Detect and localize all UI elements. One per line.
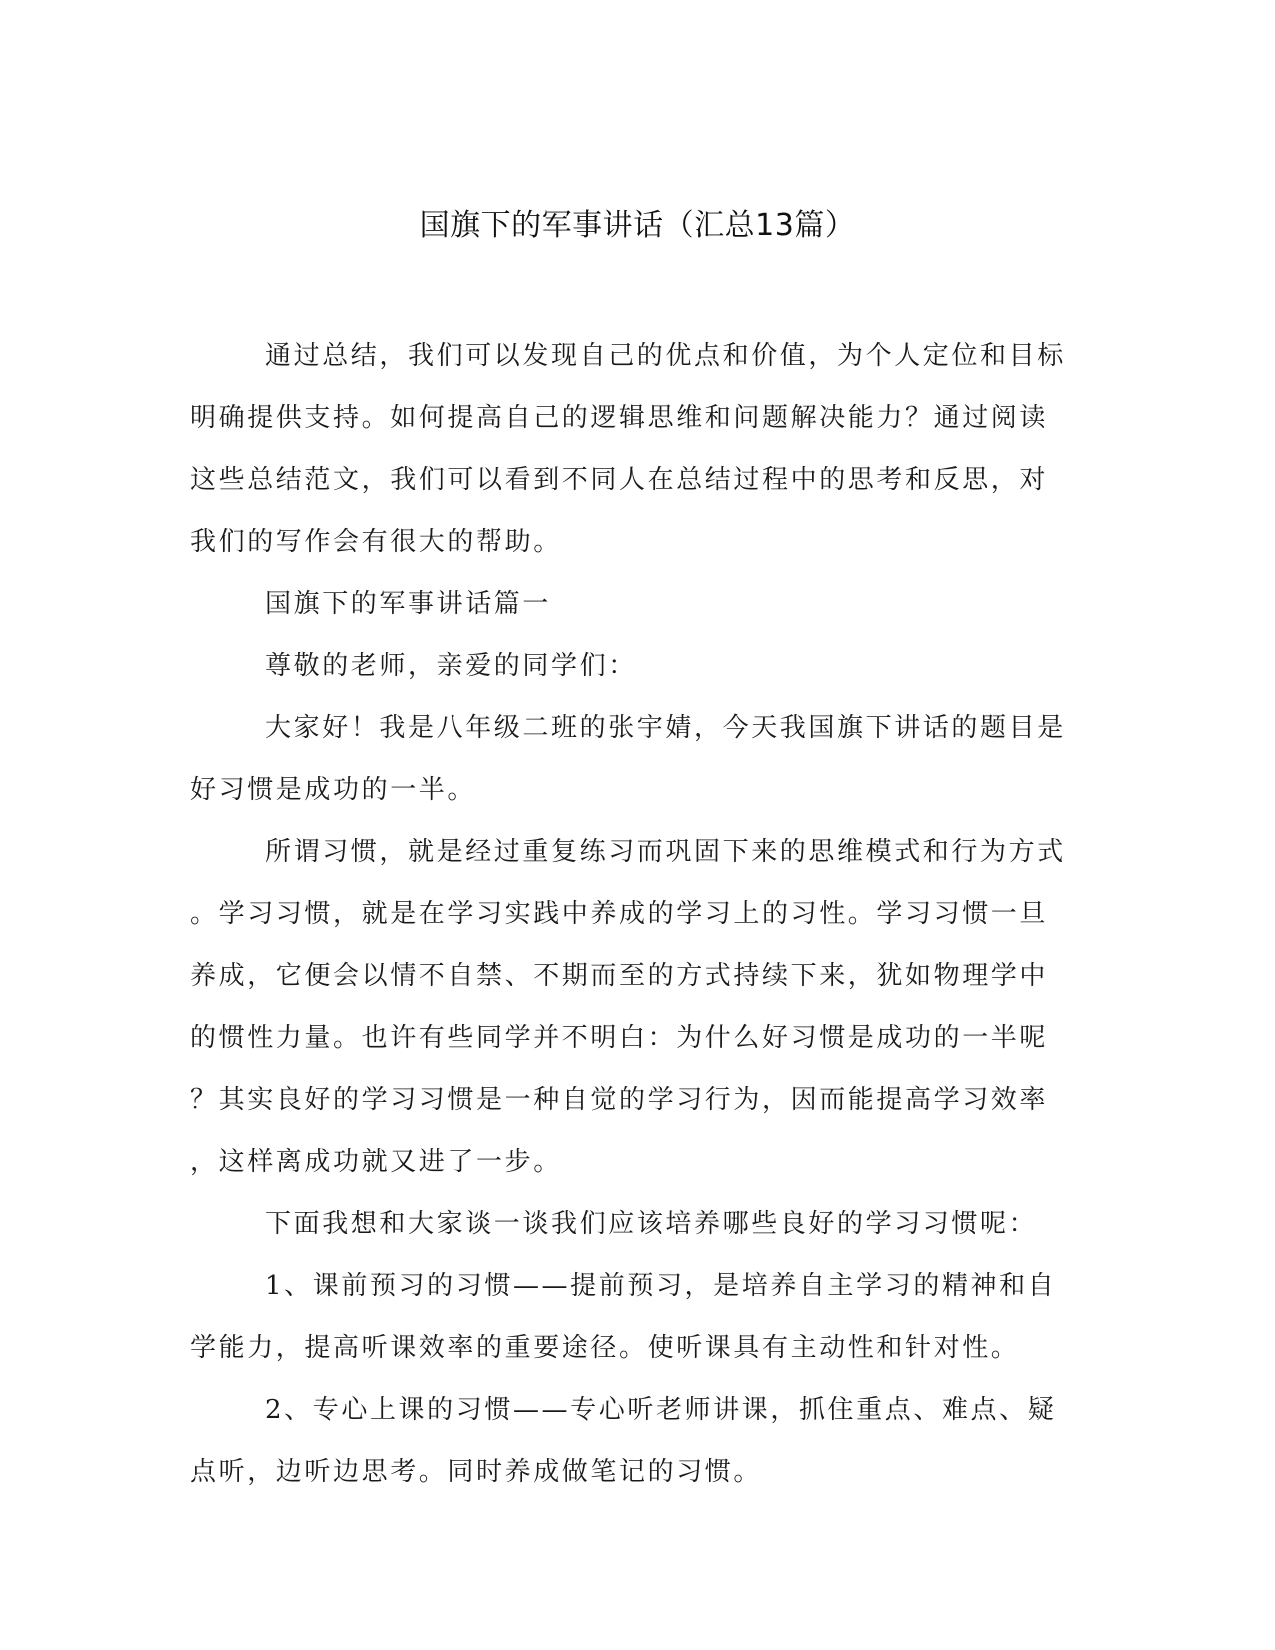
text-line: ？其实良好的学习习惯是一种自觉的学习行为，因而能提高学习效率	[190, 1085, 1049, 1115]
text-line: 下面我想和大家谈一谈我们应该培养哪些良好的学习习惯呢：	[265, 1209, 1038, 1239]
list-item-text: 1、课前预习的习惯——提前预习，是培养自主学习的精神和自	[265, 1271, 1057, 1301]
text-line: 明确提供支持。如何提高自己的逻辑思维和问题解决能力？通过阅读	[190, 403, 1049, 433]
document-body	[190, 325, 1075, 1503]
text-line: 的惯性力量。也许有些同学并不明白：为什么好习惯是成功的一半呢	[190, 1023, 1049, 1053]
list-item-text: 点听，边听边思考。同时养成做笔记的习惯。	[190, 1457, 763, 1487]
text-line: 。学习习惯，就是在学习实践中养成的学习上的习性。学习习惯一旦	[190, 899, 1049, 929]
document-title: 国旗下的军事讲话（汇总13篇）	[419, 208, 856, 243]
section-heading: 国旗下的军事讲话篇一	[265, 589, 552, 619]
text-line: 养成，它便会以情不自禁、不期而至的方式持续下来，犹如物理学中	[190, 961, 1049, 991]
text-line: 这些总结范文，我们可以看到不同人在总结过程中的思考和反思，对	[190, 465, 1049, 495]
list-item-text: 学能力，提高听课效率的重要途径。使听课具有主动性和针对性。	[190, 1333, 1020, 1363]
salutation: 尊敬的老师，亲爱的同学们：	[265, 651, 637, 681]
text-line: 我们的写作会有很大的帮助。	[190, 527, 562, 557]
text-line: ，这样离成功就又进了一步。	[190, 1147, 562, 1177]
text-line: 所谓习惯，就是经过重复练习而巩固下来的思维模式和行为方式	[265, 837, 1066, 867]
text-line: 大家好！我是八年级二班的张宇婧，今天我国旗下讲话的题目是	[265, 713, 1066, 743]
text-line: 好习惯是成功的一半。	[190, 775, 477, 805]
list-item-text: 2、专心上课的习惯——专心听老师讲课，抓住重点、难点、疑	[265, 1395, 1057, 1425]
text-line: 通过总结，我们可以发现自己的优点和价值，为个人定位和目标	[265, 341, 1066, 371]
